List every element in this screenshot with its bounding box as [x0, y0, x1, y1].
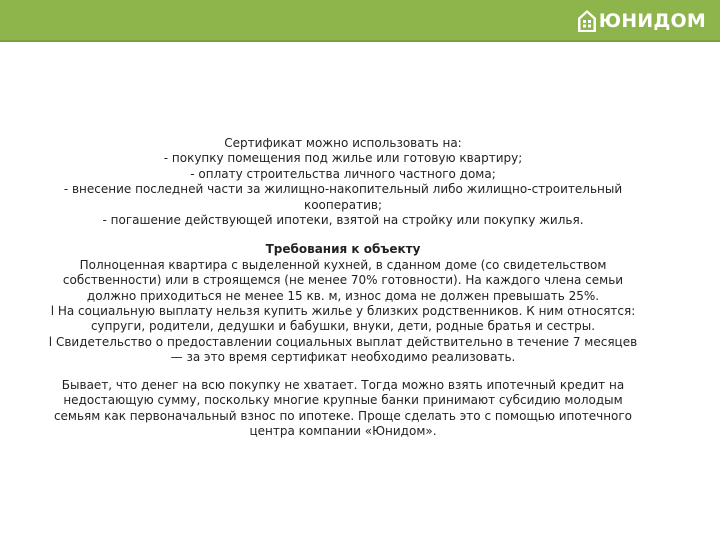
- spacer: [48, 366, 638, 378]
- logo-text: ЮНИДОМ: [598, 10, 706, 32]
- requirements-heading: Требования к объекту: [265, 242, 421, 257]
- use-item: - погашение действующей ипотеки, взятой на стройку или покупку жилья.: [102, 213, 584, 228]
- intro-title: Сертификат можно использовать на:: [224, 136, 462, 150]
- use-item: - покупку помещения под жилье или готовую квартиру;: [163, 151, 523, 166]
- requirement-item: l Свидетельство о предоставлении социальных выплат действительно в течение 7 месяцев — за это время сертификат необходимо реализовать.: [48, 334, 638, 365]
- spacer: [48, 228, 638, 242]
- use-item: - внесение последней части за жилищно-накопительный либо жилищно-строительный кооператив;: [63, 182, 623, 212]
- requirement-item: l На социальную выплату нельзя купить жилье у близких родственников. К ним относятся: супруги, родители, дедушки и бабушки, внуки, дети, родные братья и сестры.: [50, 304, 636, 334]
- header-bar: [0, 0, 720, 42]
- requirement-item: Полноценная квартира с выделенной кухней, в сданном доме (со свидетельством собственности) или в строящемся (не менее 70% готовности). На каждого члена семьи должно приходиться не менее 15 кв. м, износ дома не должен превышать 25%.: [62, 257, 624, 303]
- use-item: - оплату строительства личного частного дома;: [190, 166, 496, 181]
- house-icon: [577, 9, 597, 33]
- company-logo[interactable]: [577, 8, 706, 34]
- closing-paragraph: Бывает, что денег на всю покупку не хватает. Тогда можно взять ипотечный кредит на недостающую сумму, поскольку многие крупные банки принимают субсидию молодым семьям как первоначальный взнос по ипотеке. Проще сделать это с помощью ипотечного центра компании «Юнидом».: [53, 377, 633, 438]
- slide-content: [48, 136, 638, 439]
